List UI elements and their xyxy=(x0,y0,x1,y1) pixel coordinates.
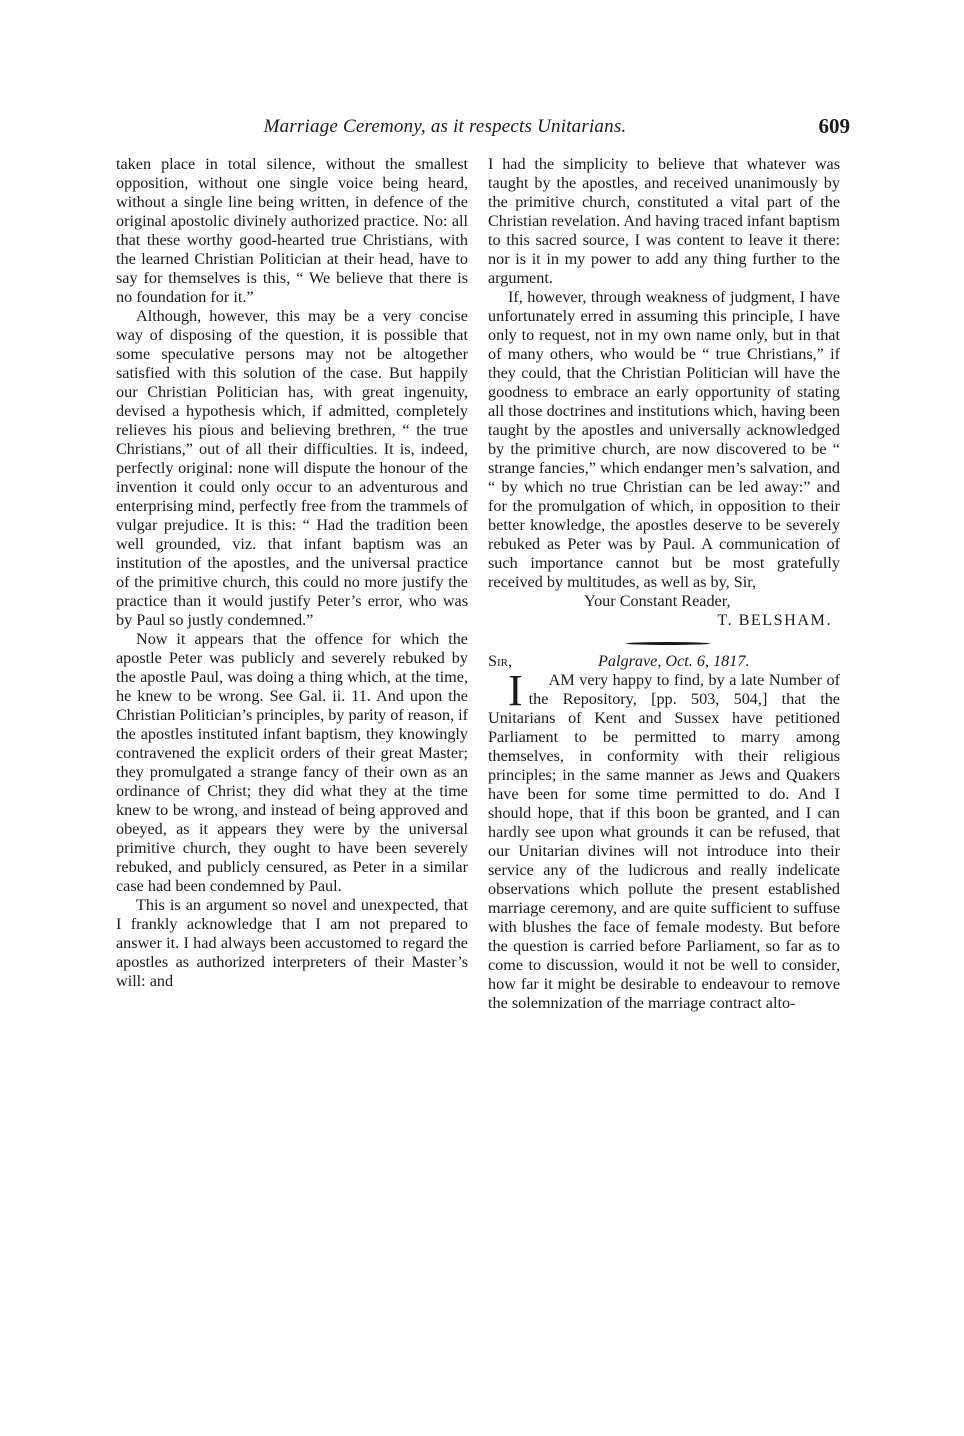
letter-opening-paragraph xyxy=(488,666,840,1013)
closing-line: Your Constant Reader, xyxy=(584,592,731,610)
section-divider xyxy=(488,636,840,652)
paragraph: Now it appears that the offence for which the apostle Peter was publicly and severely rebuked by the apostle Paul, was doing a thing which, at the time, he knew to be wrong. See Gal. ii. 11. And upon the Christian Politician’s principles, by parity of reason, if the apostles instituted infant baptism, they knowingly contravened the explicit orders of their great Master; they promulgated a strange fancy of their own as an ordinance of Christ; they did what they at the time knew to be wrong, and instead of being approved and obeyed, as it appears they were by the universal primitive church, they ought to have been severely rebuked, and publicly censured, as Peter in a similar case had been condemned by Paul. xyxy=(116,630,469,895)
paragraph-continued: taken place in total silence, without the smallest opposition, without one single voice being heard, without a single line being written, in defence of the original apostolic divinely authorized practice. No: all that these worthy good-hearted true Christians, with the learned Christian Politician at their head, have to say for themselves is this, “ We believe that there is no foundation for it.” xyxy=(116,155,468,306)
drop-cap: I xyxy=(508,666,523,715)
salutation: Sir, xyxy=(488,652,513,670)
page-number: 609 xyxy=(818,114,850,138)
letter-dateline xyxy=(488,652,840,671)
right-column xyxy=(488,155,840,1013)
paragraph-continued: I had the simplicity to believe that whatever was taught by the apostles, and received unanimously by the primitive church, constituted a vital part of the Christian revelation. And having traced infant baptism to this sacred source, I was content to leave it there: nor is it in my power to add any thing further to the argument. xyxy=(488,155,840,287)
paragraph: Although, however, this may be a very concise way of disposing of the question, it is possible that some speculative persons may not be altogether satisfied with this solution of the case. But happily our Christian Politician has, with great ingenuity, devised a hypothesis which, if admitted, completely relieves his pious and believing brethren, “ the true Christians,” out of all their difficulties. It is, indeed, perfectly original: none will dispute the honour of the invention it could only occur to an adventurous and enterprising mind, perfectly free from the trammels of vulgar prejudice. It is this: “ Had the tradition been well grounded, viz. that infant baptism was an institution of the apostles, and the universal practice of the primitive church, this could no more justify the practice than it would justify Peter’s error, who was by Paul so justly condemned.” xyxy=(116,307,468,629)
place-date: Palgrave, Oct. 6, 1817. xyxy=(598,652,750,670)
paragraph: This is an argument so novel and unexpected, that I frankly acknowledge that I am not prepared to answer it. I had always been accustomed to regard the apostles as authorized interpreters of their Master’s will: and xyxy=(116,896,468,990)
paragraph-text: AM very happy to find, by a late Number of the Repository, [pp. 503, 504,] that the Unitarians of Kent and Sussex have petitioned Parliament to be permitted to marry among themselves, in conformity with their religious principles; in the same manner as Jews and Quakers have been for some time permitted to do. And I should hope, that if this boon be granted, and I can hardly see upon what grounds it can be refused, that our Unitarian divines will not introduce into their service any of the ludicrous and really indelicate observations which pollute the present established marriage ceremony, and are quite sufficient to suffuse with blushes the face of female modesty. But before the question is carried before Parliament, so far as to come to discussion, would it not be well to consider, how far it might be desirable to endeavour to remove the solemnization of the marriage contract alto- xyxy=(488,671,840,1012)
divider-rule xyxy=(626,642,710,645)
paragraph: If, however, through weakness of judgment, I have unfortunately erred in assuming this principle, I have only to request, not in my own name only, but in that of many others, who would be “ true Christians,” if they could, that the Christian Politician will have the goodness to embrace an early opportunity of stating all those doctrines and institutions which, having been taught by the apostles and universally acknowledged by the primitive church, are now discovered to be “ strange fancies,” which endanger men’s salvation, and “ by which no true Christian can be led away:” and for the promulgation of which, in opposition to their better knowledge, the apostles deserve to be severely rebuked as Peter was by Paul. A communication of such importance cannot but be most gratefully received by multitudes, as well as by, Sir, xyxy=(488,288,840,591)
signature: T. BELSHAM. xyxy=(717,611,832,629)
letter-signoff xyxy=(488,592,840,630)
running-title: Marriage Ceremony, as it respects Unitarians. xyxy=(263,116,627,137)
left-column xyxy=(116,155,468,991)
running-header xyxy=(110,116,850,142)
